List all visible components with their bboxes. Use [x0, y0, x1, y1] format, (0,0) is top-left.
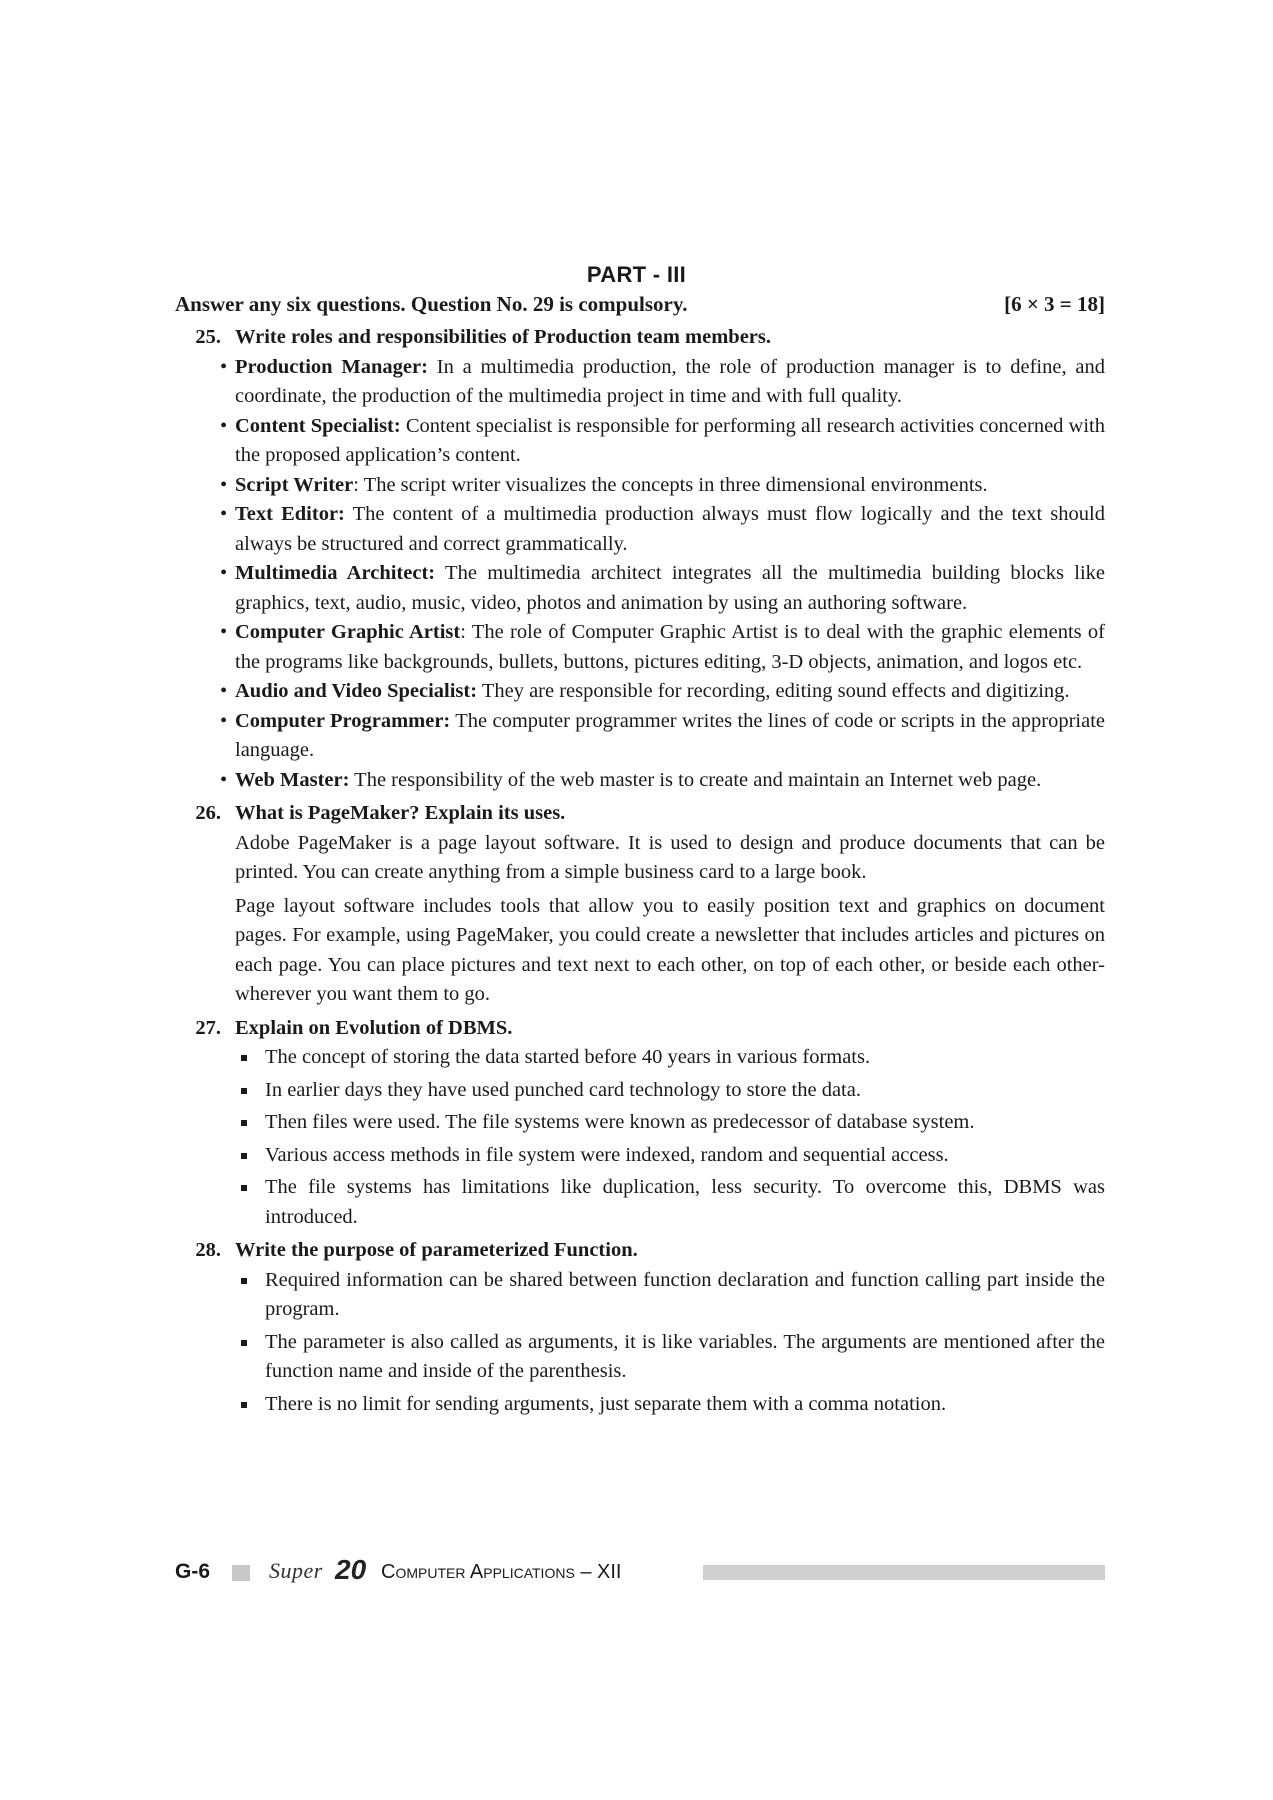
- bullet-dot-icon: •: [220, 680, 228, 702]
- footer-grey-square: [232, 1565, 250, 1581]
- question-25: [175, 323, 1105, 795]
- bullet-square-icon: [241, 1185, 247, 1191]
- question-number: 26.: [195, 802, 221, 824]
- bullet-dot-icon: •: [220, 709, 228, 732]
- bullet-dot-icon: •: [220, 355, 228, 378]
- list-item: • Web Master: The responsibility of the web master is to create and maintain an Internet web page.: [235, 766, 1105, 796]
- list-item: • Text Editor: The content of a multimedia production always must flow logically and the text should always be structured and correct grammatically.: [235, 500, 1105, 559]
- instruction-line: [175, 292, 1105, 317]
- question-27: [175, 1014, 1105, 1233]
- list-item: The parameter is also called as arguments, it is like variables. The arguments are mentioned after the function name and inside of the parenthesis.: [235, 1328, 1105, 1387]
- list-item: • Production Manager: In a multimedia production, the role of production manager is to define, and coordinate, the production of the multimedia project in time and with full quality.: [235, 353, 1105, 412]
- list-item: In earlier days they have used punched card technology to store the data.: [235, 1076, 1105, 1106]
- question-number: 28.: [195, 1239, 221, 1261]
- list-item: • Audio and Video Specialist: They are responsible for recording, editing sound effects and digitizing.: [235, 677, 1105, 707]
- bullet-square-icon: [241, 1120, 247, 1126]
- dbms-evolution-list: [235, 1043, 1105, 1232]
- bullet-dot-icon: •: [220, 414, 228, 437]
- list-item: The file systems has limitations like duplication, less security. To overcome this, DBMS was introduced.: [235, 1173, 1105, 1232]
- question-26: [175, 799, 1105, 1010]
- question-number: 27.: [195, 1016, 221, 1039]
- roles-list: [220, 353, 1106, 796]
- list-item: • Script Writer: The script writer visualizes the concepts in three dimensional environments.: [235, 471, 1105, 501]
- list-item: Various access methods in file system were indexed, random and sequential access.: [235, 1141, 1105, 1171]
- list-item: • Computer Graphic Artist: The role of Computer Graphic Artist is to deal with the graphic elements of the programs like backgrounds, bullets, buttons, pictures editing, 3-D objects, animation, and logos etc.: [235, 618, 1105, 677]
- marks-allocation: [6 × 3 = 18]: [1004, 292, 1105, 316]
- logo-20-text: 20: [335, 1554, 367, 1585]
- question-title: What is PageMaker? Explain its uses.: [235, 802, 566, 824]
- instruction-text: Answer any six questions. Question No. 29 is compulsory.: [175, 292, 688, 316]
- bullet-square-icon: [241, 1153, 247, 1159]
- question-title: Write roles and responsibilities of Production team members.: [235, 326, 772, 348]
- list-item: • Computer Programmer: The computer programmer writes the lines of code or scripts in the appropriate language.: [235, 707, 1105, 766]
- page-number: G-6: [175, 1560, 211, 1583]
- bullet-dot-icon: •: [220, 562, 228, 584]
- bullet-square-icon: [241, 1055, 247, 1061]
- question-title: Explain on Evolution of DBMS.: [235, 1016, 513, 1039]
- footer-grey-bar: [703, 1565, 1105, 1580]
- bullet-dot-icon: •: [220, 621, 228, 643]
- list-item: • Content Specialist: Content specialist is responsible for performing all research activities concerned with the proposed application’s content.: [235, 412, 1105, 471]
- parameterized-function-list: [235, 1266, 1105, 1420]
- question-number: 25.: [195, 326, 221, 348]
- question-28: [175, 1236, 1105, 1419]
- bullet-dot-icon: •: [220, 503, 228, 525]
- list-item: There is no limit for sending arguments, just separate them with a comma notation.: [235, 1390, 1105, 1420]
- bullet-dot-icon: •: [220, 768, 228, 791]
- logo-super-text: Super: [269, 1558, 323, 1583]
- paragraph: Page layout software includes tools that allow you to easily position text and graphics on document pages. For example, using PageMaker, you could create a newsletter that includes articles and pictures on each page. You can place pictures and text next to each other, on top of each other, or beside each other-wherever you want them to go.: [235, 894, 1105, 1005]
- bullet-square-icon: [241, 1278, 247, 1284]
- list-item: Required information can be shared between function declaration and function calling part inside the program.: [235, 1266, 1105, 1325]
- list-item: The concept of storing the data started before 40 years in various formats.: [235, 1043, 1105, 1073]
- bullet-square-icon: [241, 1402, 247, 1408]
- question-title: Write the purpose of parameterized Function.: [235, 1239, 638, 1261]
- paragraph: Adobe PageMaker is a page layout software. It is used to design and produce documents that can be printed. You can create anything from a simple business card to a large book.: [235, 831, 1105, 883]
- part-title: PART - III: [586, 262, 687, 287]
- bullet-dot-icon: •: [220, 473, 228, 496]
- list-item: Then files were used. The file systems were known as predecessor of database system.: [235, 1108, 1105, 1138]
- bullet-square-icon: [241, 1340, 247, 1346]
- list-item: • Multimedia Architect: The multimedia architect integrates all the multimedia building blocks like graphics, text, audio, music, video, photos and animation by using an authoring software.: [235, 559, 1105, 618]
- questions-section: [175, 323, 1105, 1423]
- page-footer: [175, 1554, 1105, 1590]
- bullet-square-icon: [241, 1088, 247, 1094]
- series-title: Computer Applications – XII: [381, 1561, 622, 1583]
